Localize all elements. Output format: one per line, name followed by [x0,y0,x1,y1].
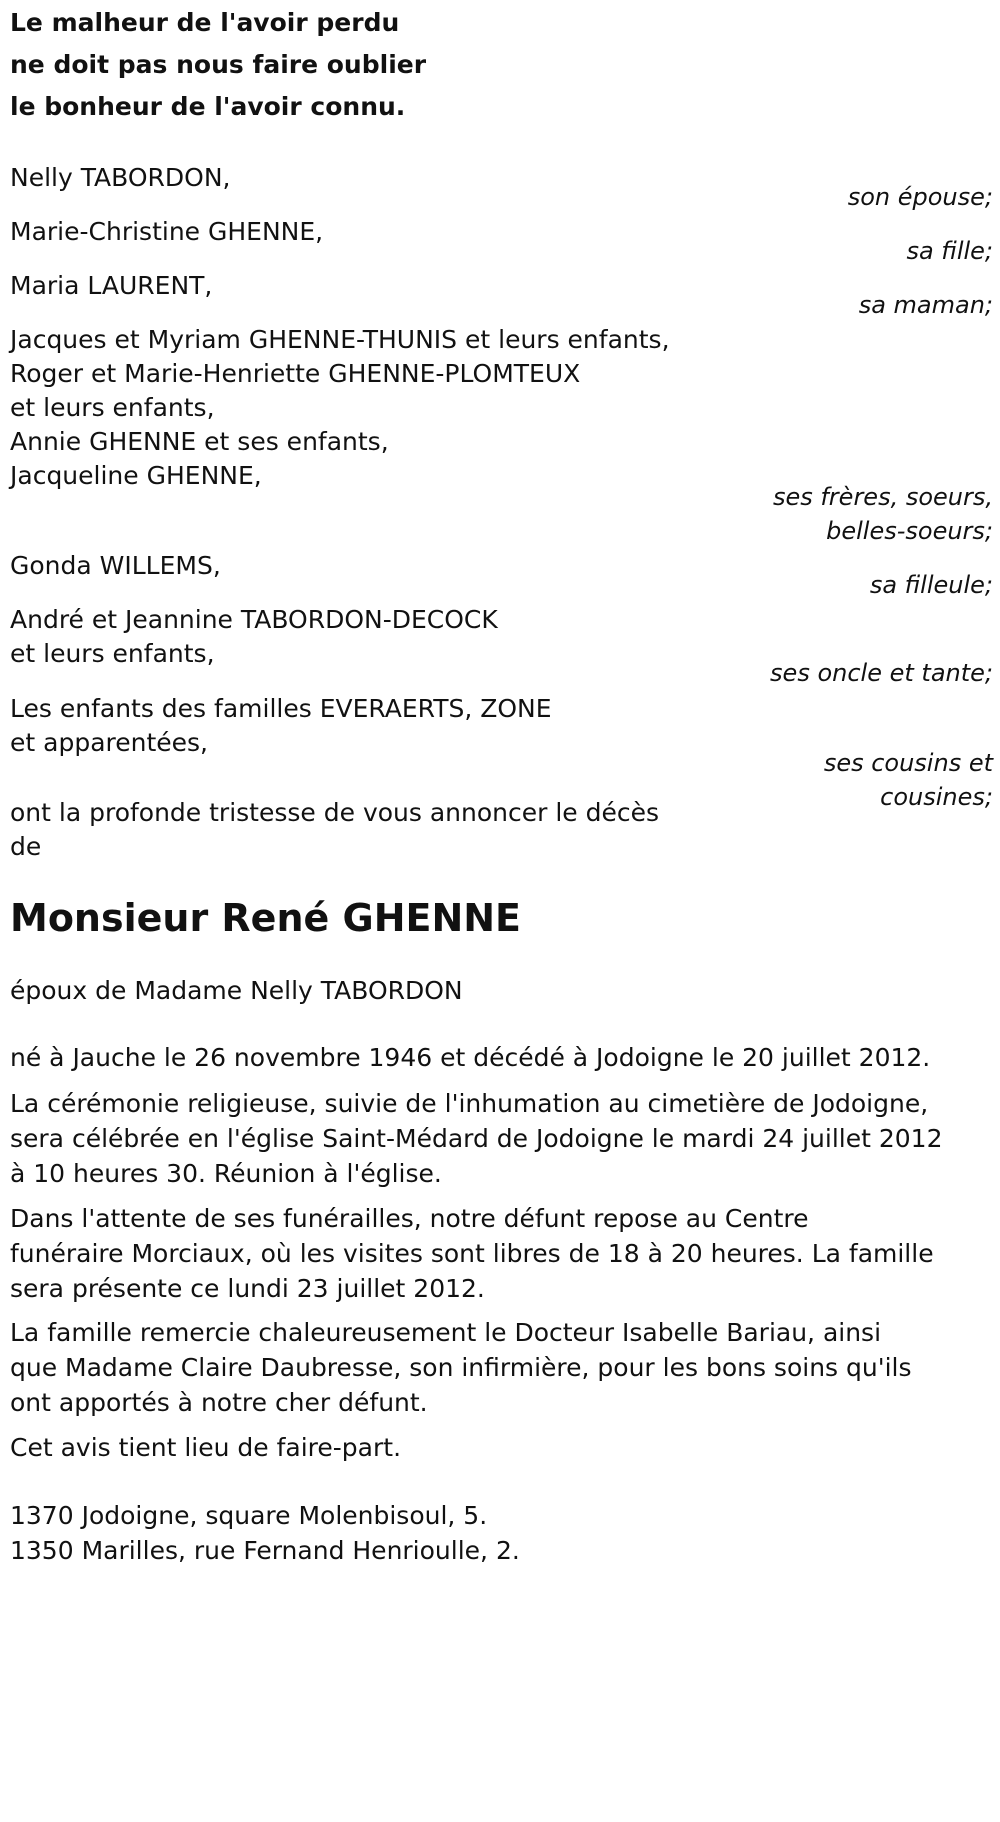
family-member: André et Jeannine TABORDON-DECOCK [10,605,498,634]
family-member: Jacqueline GHENNE, [10,461,262,490]
family-member: Maria LAURENT, [10,271,213,300]
quote-line-3: le bonheur de l'avoir connu. [10,92,406,121]
ceremony-line-1: La cérémonie religieuse, suivie de l'inhumation au cimetière de Jodoigne, [10,1089,929,1118]
visitation-line-3: sera présente ce lundi 23 juillet 2012. [10,1274,485,1303]
relation-label: sa maman; [858,291,993,319]
family-member: Annie GHENNE et ses enfants, [10,427,389,456]
family-member: Les enfants des familles EVERAERTS, ZONE [10,694,552,723]
family-member: Jacques et Myriam GHENNE-THUNIS et leurs enfants, [10,325,670,354]
visitation-line-2: funéraire Morciaux, où les visites sont libres de 18 à 20 heures. La famille [10,1239,934,1268]
family-member: et leurs enfants, [10,639,215,668]
relation-label: cousines; [880,783,993,811]
quote-line-1: Le malheur de l'avoir perdu [10,8,400,37]
thanks-line-3: ont apportés à notre cher défunt. [10,1388,428,1417]
deceased-name: Monsieur René GHENNE [10,896,522,940]
relation-label: ses oncle et tante; [770,659,993,687]
relation-label: sa filleule; [869,571,993,599]
address-line-1: 1370 Jodoigne, square Molenbisoul, 5. [10,1501,488,1530]
family-member: et leurs enfants, [10,393,215,422]
announcement-line-2: de [10,832,42,861]
visitation-line-1: Dans l'attente de ses funérailles, notre défunt repose au Centre [10,1204,809,1233]
family-member: et apparentées, [10,728,208,757]
birth-death-line: né à Jauche le 26 novembre 1946 et décédé à Jodoigne le 20 juillet 2012. [10,1043,931,1072]
relation-label: son épouse; [847,183,993,211]
spouse-line: époux de Madame Nelly TABORDON [10,976,463,1005]
thanks-line-2: que Madame Claire Daubresse, son infirmière, pour les bons soins qu'ils [10,1353,912,1382]
relation-label: ses cousins et [823,749,993,777]
relation-label: sa fille; [906,237,993,265]
family-member: Nelly TABORDON, [10,163,231,192]
relation-label: ses frères, soeurs, [772,483,993,511]
quote-line-2: ne doit pas nous faire oublier [10,50,427,79]
family-member: Marie-Christine GHENNE, [10,217,324,246]
family-member: Roger et Marie-Henriette GHENNE-PLOMTEUX [10,359,581,388]
family-member: Gonda WILLEMS, [10,551,221,580]
address-line-2: 1350 Marilles, rue Fernand Henrioulle, 2. [10,1536,520,1565]
announcement-line-1: ont la profonde tristesse de vous annoncer le décès [10,798,660,827]
thanks-line-1: La famille remercie chaleureusement le Docteur Isabelle Bariau, ainsi [10,1318,882,1347]
notice-line: Cet avis tient lieu de faire-part. [10,1433,402,1462]
relation-label: belles-soeurs; [826,517,993,545]
ceremony-line-3: à 10 heures 30. Réunion à l'église. [10,1159,442,1188]
ceremony-line-2: sera célébrée en l'église Saint-Médard de Jodoigne le mardi 24 juillet 2012 [10,1124,943,1153]
